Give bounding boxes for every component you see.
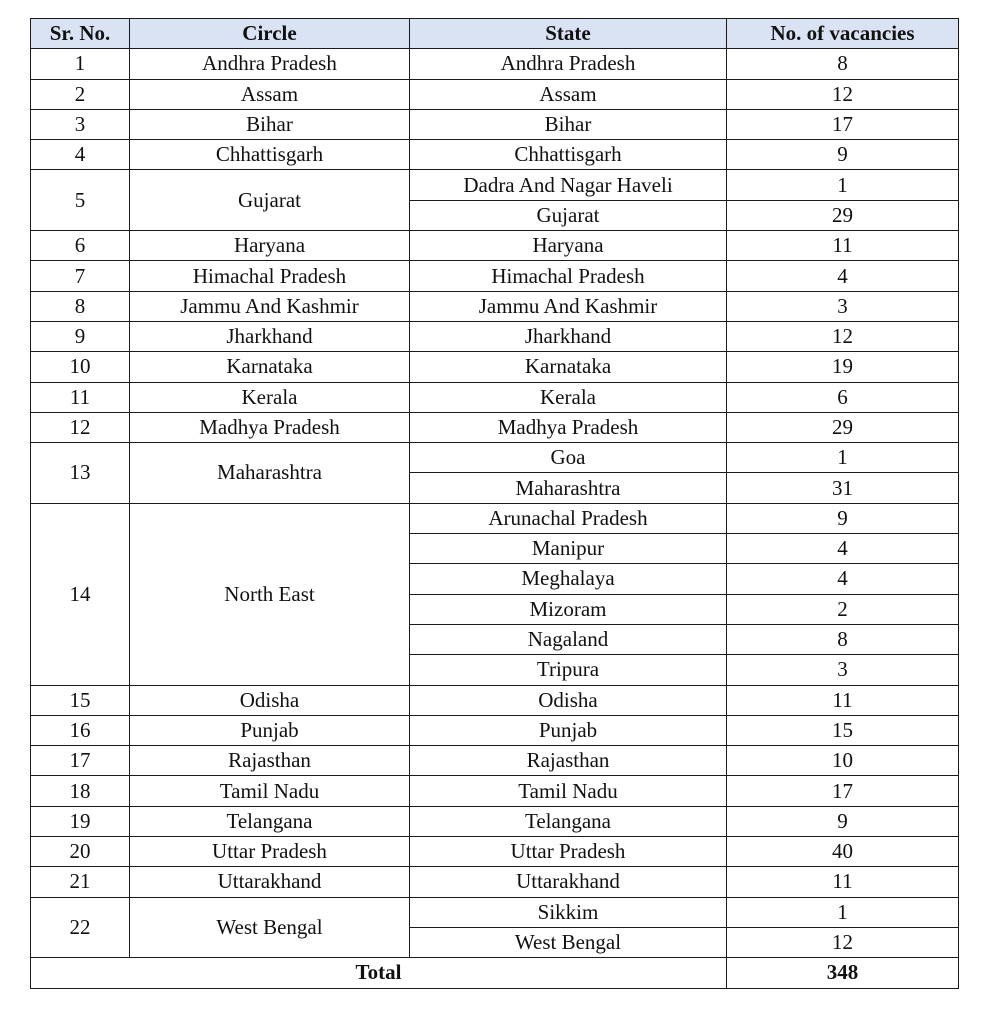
circle-cell: Uttar Pradesh	[130, 837, 410, 867]
total-label: Total	[31, 958, 727, 988]
state-cell: Sikkim	[410, 897, 727, 927]
sr-no-cell: 9	[31, 321, 130, 351]
sr-no-cell: 7	[31, 261, 130, 291]
table-row	[31, 503, 959, 533]
sr-no-cell: 17	[31, 746, 130, 776]
vacancies-cell: 40	[727, 837, 959, 867]
table-row	[31, 897, 959, 927]
vacancies-cell: 29	[727, 200, 959, 230]
state-cell: Uttarakhand	[410, 867, 727, 897]
circle-cell: Bihar	[130, 109, 410, 139]
vacancies-cell: 11	[727, 685, 959, 715]
sr-no-cell: 5	[31, 170, 130, 231]
vacancies-cell: 8	[727, 49, 959, 79]
total-row	[31, 958, 959, 988]
circle-cell: Telangana	[130, 806, 410, 836]
state-cell: Rajasthan	[410, 746, 727, 776]
circle-cell: Maharashtra	[130, 443, 410, 504]
sr-no-cell: 19	[31, 806, 130, 836]
vacancies-cell: 1	[727, 170, 959, 200]
table-row	[31, 231, 959, 261]
state-cell: Chhattisgarh	[410, 140, 727, 170]
state-cell: Punjab	[410, 715, 727, 745]
circle-cell: Himachal Pradesh	[130, 261, 410, 291]
state-cell: Jharkhand	[410, 321, 727, 351]
table-row	[31, 291, 959, 321]
table-row	[31, 140, 959, 170]
total-value: 348	[727, 958, 959, 988]
header-sr-no: Sr. No.	[31, 19, 130, 49]
circle-cell: Tamil Nadu	[130, 776, 410, 806]
header-state: State	[410, 19, 727, 49]
table-row	[31, 867, 959, 897]
circle-cell: Jammu And Kashmir	[130, 291, 410, 321]
state-cell: Karnataka	[410, 352, 727, 382]
state-cell: Arunachal Pradesh	[410, 503, 727, 533]
vacancies-cell: 31	[727, 473, 959, 503]
table-row	[31, 321, 959, 351]
table-row	[31, 352, 959, 382]
circle-cell: Jharkhand	[130, 321, 410, 351]
vacancies-cell: 17	[727, 109, 959, 139]
circle-cell: Rajasthan	[130, 746, 410, 776]
sr-no-cell: 1	[31, 49, 130, 79]
sr-no-cell: 12	[31, 412, 130, 442]
state-cell: Manipur	[410, 534, 727, 564]
vacancies-cell: 12	[727, 79, 959, 109]
state-cell: Mizoram	[410, 594, 727, 624]
vacancies-cell: 10	[727, 746, 959, 776]
circle-cell: Andhra Pradesh	[130, 49, 410, 79]
vacancies-cell: 4	[727, 261, 959, 291]
vacancies-cell: 8	[727, 624, 959, 654]
vacancies-cell: 4	[727, 564, 959, 594]
vacancies-cell: 12	[727, 927, 959, 957]
table-row	[31, 412, 959, 442]
sr-no-cell: 15	[31, 685, 130, 715]
sr-no-cell: 10	[31, 352, 130, 382]
circle-cell: Chhattisgarh	[130, 140, 410, 170]
header-circle: Circle	[130, 19, 410, 49]
sr-no-cell: 8	[31, 291, 130, 321]
state-cell: Nagaland	[410, 624, 727, 654]
table-row	[31, 170, 959, 200]
sr-no-cell: 6	[31, 231, 130, 261]
state-cell: Maharashtra	[410, 473, 727, 503]
table-row	[31, 746, 959, 776]
circle-cell: Kerala	[130, 382, 410, 412]
state-cell: Goa	[410, 443, 727, 473]
vacancies-cell: 9	[727, 806, 959, 836]
sr-no-cell: 2	[31, 79, 130, 109]
state-cell: Jammu And Kashmir	[410, 291, 727, 321]
table-row	[31, 443, 959, 473]
circle-cell: Uttarakhand	[130, 867, 410, 897]
state-cell: Telangana	[410, 806, 727, 836]
sr-no-cell: 21	[31, 867, 130, 897]
vacancies-cell: 9	[727, 140, 959, 170]
circle-cell: Haryana	[130, 231, 410, 261]
sr-no-cell: 22	[31, 897, 130, 958]
sr-no-cell: 14	[31, 503, 130, 685]
vacancies-cell: 2	[727, 594, 959, 624]
vacancies-cell: 11	[727, 231, 959, 261]
vacancies-cell: 12	[727, 321, 959, 351]
vacancies-cell: 6	[727, 382, 959, 412]
circle-cell: Odisha	[130, 685, 410, 715]
state-cell: Bihar	[410, 109, 727, 139]
table-row	[31, 715, 959, 745]
header-vacancies: No. of vacancies	[727, 19, 959, 49]
table-row	[31, 837, 959, 867]
state-cell: Madhya Pradesh	[410, 412, 727, 442]
circle-cell: Madhya Pradesh	[130, 412, 410, 442]
header-row	[31, 19, 959, 49]
vacancies-cell: 17	[727, 776, 959, 806]
vacancies-table	[30, 18, 959, 989]
sr-no-cell: 4	[31, 140, 130, 170]
state-cell: Himachal Pradesh	[410, 261, 727, 291]
circle-cell: Gujarat	[130, 170, 410, 231]
state-cell: Odisha	[410, 685, 727, 715]
vacancies-cell: 15	[727, 715, 959, 745]
sr-no-cell: 13	[31, 443, 130, 504]
state-cell: Kerala	[410, 382, 727, 412]
sr-no-cell: 16	[31, 715, 130, 745]
circle-cell: North East	[130, 503, 410, 685]
state-cell: Andhra Pradesh	[410, 49, 727, 79]
table-row	[31, 776, 959, 806]
sr-no-cell: 20	[31, 837, 130, 867]
vacancies-cell: 3	[727, 655, 959, 685]
state-cell: Tripura	[410, 655, 727, 685]
state-cell: Tamil Nadu	[410, 776, 727, 806]
circle-cell: West Bengal	[130, 897, 410, 958]
vacancies-cell: 29	[727, 412, 959, 442]
sr-no-cell: 18	[31, 776, 130, 806]
table-row	[31, 685, 959, 715]
vacancies-cell: 9	[727, 503, 959, 533]
vacancies-cell: 1	[727, 897, 959, 927]
state-cell: Haryana	[410, 231, 727, 261]
vacancies-cell: 1	[727, 443, 959, 473]
table-row	[31, 806, 959, 836]
table-row	[31, 261, 959, 291]
vacancies-cell: 19	[727, 352, 959, 382]
state-cell: West Bengal	[410, 927, 727, 957]
vacancies-cell: 3	[727, 291, 959, 321]
table-row	[31, 109, 959, 139]
state-cell: Dadra And Nagar Haveli	[410, 170, 727, 200]
state-cell: Assam	[410, 79, 727, 109]
sr-no-cell: 11	[31, 382, 130, 412]
table-row	[31, 79, 959, 109]
circle-cell: Punjab	[130, 715, 410, 745]
vacancies-cell: 11	[727, 867, 959, 897]
sr-no-cell: 3	[31, 109, 130, 139]
circle-cell: Assam	[130, 79, 410, 109]
table-row	[31, 49, 959, 79]
state-cell: Meghalaya	[410, 564, 727, 594]
table-row	[31, 382, 959, 412]
state-cell: Uttar Pradesh	[410, 837, 727, 867]
vacancies-cell: 4	[727, 534, 959, 564]
state-cell: Gujarat	[410, 200, 727, 230]
circle-cell: Karnataka	[130, 352, 410, 382]
